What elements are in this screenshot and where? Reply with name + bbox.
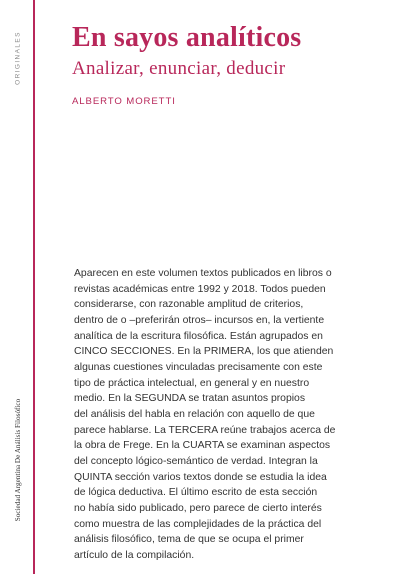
blurb-line: medio. En la SEGUNDA se tratan asuntos propios	[74, 393, 306, 405]
series-label	[8, 18, 28, 98]
blurb-line: QUINTA sección varios textos donde se estudia la idea	[74, 471, 327, 483]
book-author: ALBERTO MORETTI	[72, 96, 176, 107]
blurb-line: algunas cuestiones vinculadas precisamente con este	[74, 361, 323, 373]
blurb-line: análisis filosófico, tema de que se ocupa el primer	[74, 534, 304, 546]
blurb-line: analítica de la escritura filosófica. Están agrupados en	[74, 330, 323, 342]
publisher-label	[8, 365, 28, 555]
blurb-line: parece hablarse. La TERCERA reúne trabajos acerca de	[74, 424, 336, 436]
book-subtitle: Analizar, enunciar, deducir	[72, 58, 286, 79]
blurb-line: no había sido publicado, pero parece de cierto interés	[74, 502, 322, 514]
blurb-line: dentro de o –preferirán otros– incursos en, la vertiente	[74, 314, 325, 326]
back-cover-blurb	[74, 266, 374, 563]
book-title: En sayos analíticos	[72, 22, 302, 53]
blurb-line: revistas académicas entre 1992 y 2018. Todos pueden	[74, 283, 326, 295]
spine-divider-line	[33, 0, 35, 574]
blurb-line: Aparecen en este volumen textos publicados en libros o	[74, 268, 332, 279]
publisher-label-text: Sociedad Argentina De Análisis Filosófico	[14, 398, 22, 522]
blurb-line: la obra de Frege. En la CUARTA se examinan aspectos	[74, 440, 331, 452]
blurb-line: artículo de la compilación.	[74, 549, 195, 561]
blurb-line: de lógica deductiva. El último escrito de esta sección	[74, 487, 318, 499]
blurb-line: considerarse, con razonable amplitud de criterios,	[74, 299, 304, 311]
blurb-line: como muestra de las complejidades de la práctica del	[74, 518, 322, 530]
blurb-line: tipo de práctica intelectual, en general y en nuestro	[74, 377, 310, 389]
blurb-line: del concepto lógico-semántico de verdad. Integran la	[74, 455, 318, 467]
blurb-line: CINCO SECCIONES. En la PRIMERA, los que atienden	[74, 346, 334, 358]
series-label-text: ORIGINALES	[14, 31, 22, 85]
blurb-line: del análisis del habla en relación con aquello de que	[74, 408, 315, 420]
